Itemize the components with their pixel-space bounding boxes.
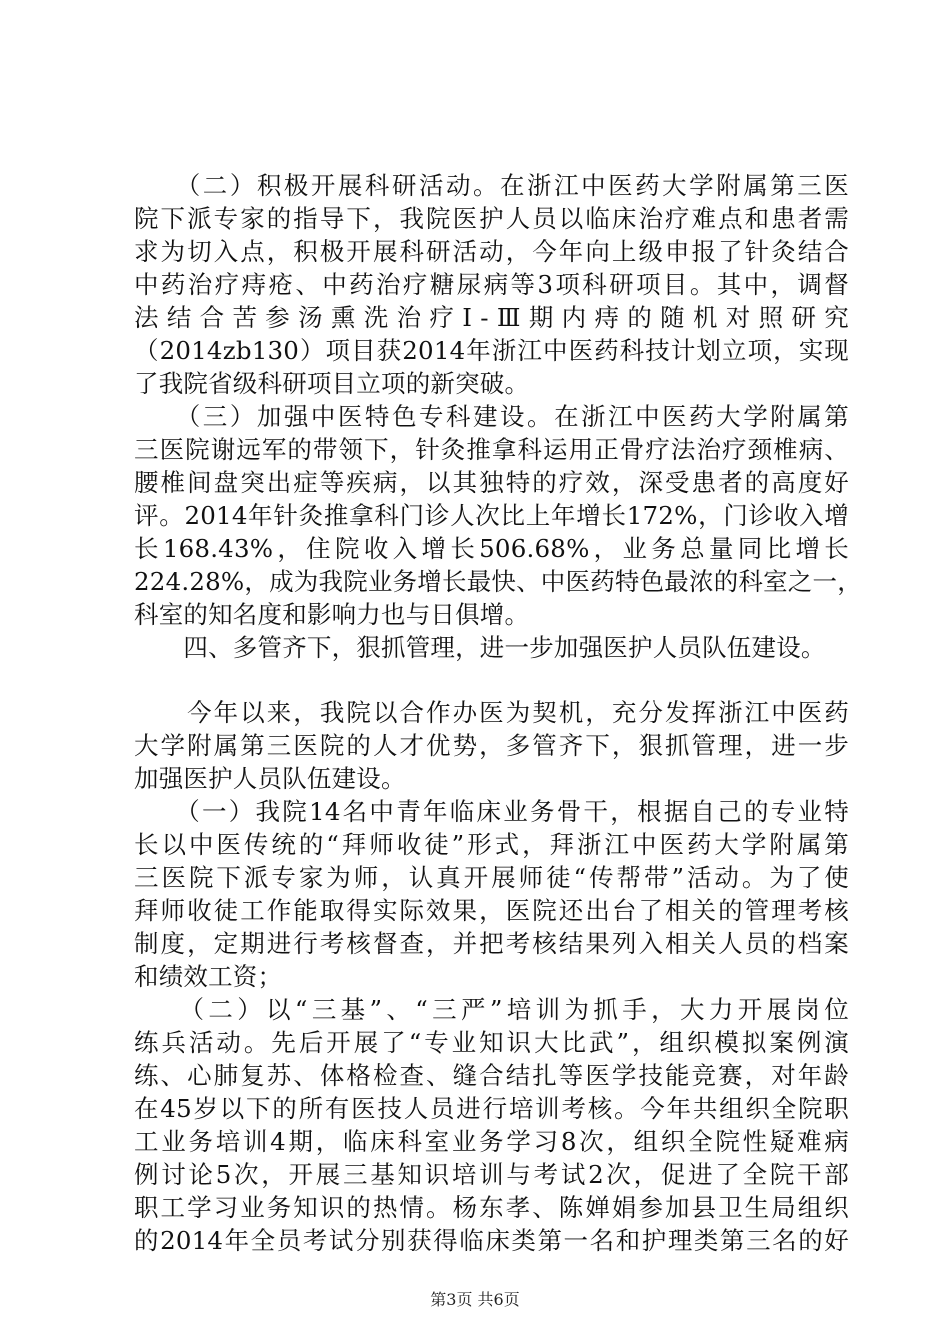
text-line: （2014zb130）项目获2014年浙江中医药科技计划立项，实现 (134, 336, 849, 365)
text-line: 法结合苦参汤熏洗治疗Ⅰ-Ⅲ期内痔的随机对照研究 (134, 303, 849, 332)
text-line: 今年以来，我院以合作办医为契机，充分发挥浙江中医药 (134, 698, 849, 727)
section-heading: 四、多管齐下，狠抓管理，进一步加强医护人员队伍建设。 (134, 633, 826, 662)
text-line: 练、心肺复苏、体格检查、缝合结扎等医学技能竞赛，对年龄 (134, 1061, 849, 1090)
text-line: 练兵活动。先后开展了“专业知识大比武”，组织模拟案例演 (134, 1028, 849, 1057)
text-line: 三医院下派专家为师，认真开展师徒“传帮带”活动。为了使 (134, 863, 849, 892)
text-line: 的2014年全员考试分别获得临床类第一名和护理类第三名的好 (134, 1226, 849, 1255)
text-line: 加强医护人员队伍建设。 (134, 764, 406, 793)
text-line: 制度，定期进行考核督查，并把考核结果列入相关人员的档案 (134, 929, 849, 958)
text-line: 长以中医传统的“拜师收徒”形式，拜浙江中医药大学附属第 (134, 830, 849, 859)
text-line: 评。2014年针灸推拿科门诊人次比上年增长172%，门诊收入增 (134, 501, 849, 530)
text-line: 长168.43%，住院收入增长506.68%，业务总量同比增长 (134, 534, 849, 563)
text-line: 求为切入点，积极开展科研活动，今年向上级申报了针灸结合 (134, 237, 849, 266)
text-line: 拜师收徒工作能取得实际效果，医院还出台了相关的管理考核 (134, 896, 849, 925)
text-line: 科室的知名度和影响力也与日俱增。 (134, 600, 530, 629)
text-line: 大学附属第三医院的人才优势，多管齐下，狠抓管理，进一步 (134, 731, 849, 760)
text-line: （一）我院14名中青年临床业务骨干，根据自己的专业特 (134, 797, 849, 826)
text-line: （二）以“三基”、“三严”培训为抓手，大力开展岗位 (134, 995, 849, 1024)
text-line: 中药治疗痔疮、中药治疗糖尿病等3项科研项目。其中，调督 (134, 270, 849, 299)
text-line: 了我院省级科研项目立项的新突破。 (134, 369, 530, 398)
text-line: （三）加强中医特色专科建设。在浙江中医药大学附属第 (134, 402, 849, 431)
text-line: 职工学习业务知识的热情。杨东孝、陈婵娟参加县卫生局组织 (134, 1193, 849, 1222)
text-line: 三医院谢远军的带领下，针灸推拿科运用正骨疗法治疗颈椎病、 (134, 435, 849, 464)
text-line: 院下派专家的指导下，我院医护人员以临床治疗难点和患者需 (134, 204, 849, 233)
text-line: 腰椎间盘突出症等疾病，以其独特的疗效，深受患者的高度好 (134, 468, 849, 497)
text-line: 224.28%，成为我院业务增长最快、中医药特色最浓的科室之一， (134, 567, 862, 596)
page-number-footer: 第3页 共6页 (430, 1290, 520, 1309)
text-line: 在45岁以下的所有医技人员进行培训考核。今年共组织全院职 (134, 1094, 849, 1123)
text-line: 工业务培训4期，临床科室业务学习8次，组织全院性疑难病 (134, 1127, 849, 1156)
text-line: 和绩效工资； (134, 962, 283, 991)
text-line: 例讨论5次，开展三基知识培训与考试2次，促进了全院干部 (134, 1160, 849, 1189)
text-line: （二）积极开展科研活动。在浙江中医药大学附属第三医 (134, 171, 849, 200)
